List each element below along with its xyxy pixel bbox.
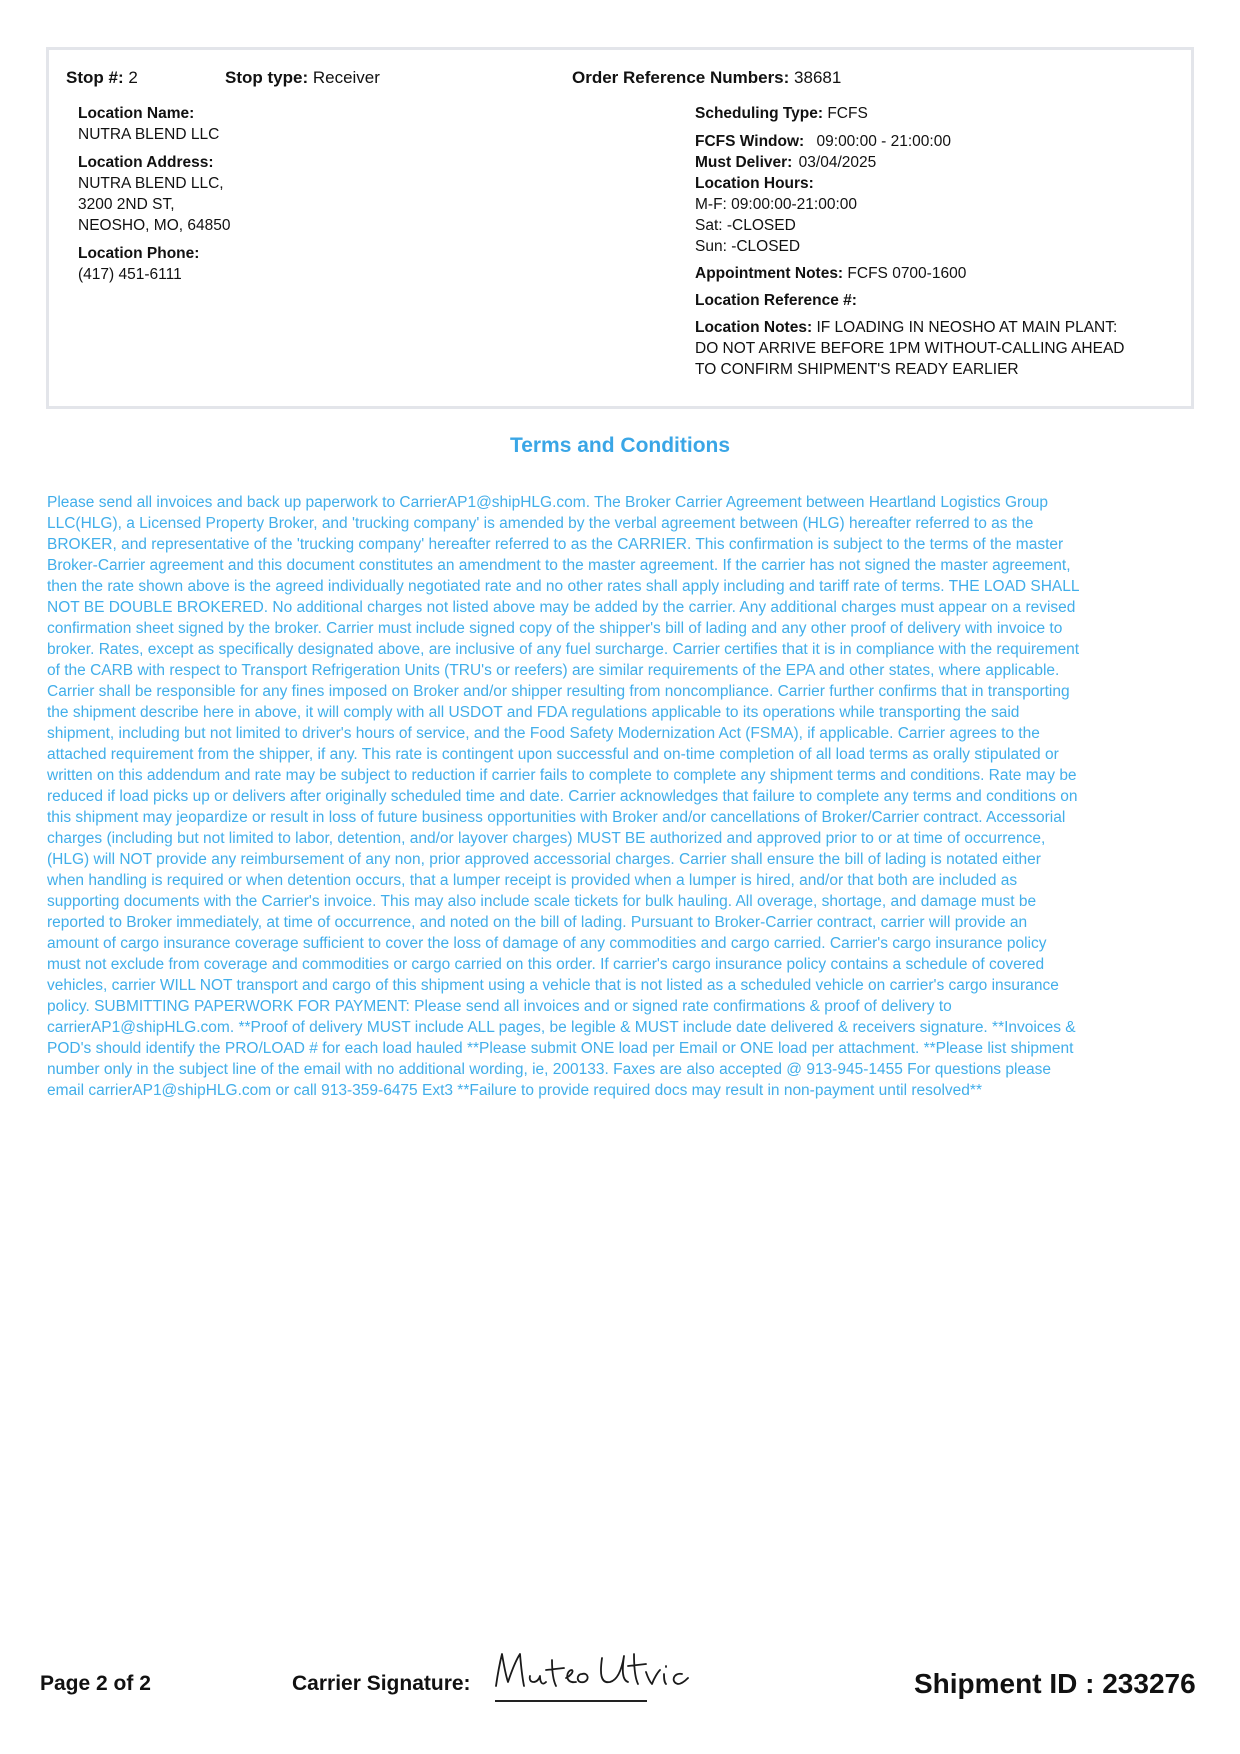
terms-line: vehicles, carrier WILL NOT transport and cargo of this shipment using a vehicle that is not listed as a scheduled vehicle on carrier's cargo insurance (47, 977, 1059, 994)
terms-line: Carrier shall be responsible for any fines imposed on Broker and/or shipper resulting from noncompliance. Carrier further confirms that in transporting (47, 683, 1070, 700)
terms-line: must not exclude from coverage and commodities or cargo carried on this order. If carrier's cargo insurance policy contains a schedule of covered (47, 956, 1045, 973)
location-name: NUTRA BLEND LLC (78, 126, 220, 143)
location-hours-line: Sat: -CLOSED (695, 217, 796, 234)
terms-line: when handling is required or when detention occurs, that a lumper receipt is provided when a lumper is hired, and/or that both are included as (47, 872, 1018, 889)
terms-line: email carrierAP1@shipHLG.com or call 913-359-6475 Ext3 **Failure to provide required docs may result in non-payment until resolved** (47, 1082, 982, 1099)
fcfs-window-label: FCFS Window: (695, 133, 805, 150)
page-indicator: Page 2 of 2 (40, 1672, 151, 1695)
scheduling-type-label: Scheduling Type: (695, 105, 824, 122)
location-address-label: Location Address: (78, 154, 214, 171)
terms-line: reduced if load picks up or delivers after originally scheduled time and date. Carrier acknowledges that failure to complete any terms and conditions on (47, 788, 1078, 805)
terms-line: written on this addendum and rate may be subject to reduction if carrier fails to complete to complete any shipment terms and conditions. Rate may be (47, 767, 1077, 784)
terms-line: Broker-Carrier agreement and this document constitutes an amendment to the master agreement. If the carrier has not signed the master agreement, (47, 557, 1071, 574)
stop-type-label: Stop type: (225, 68, 309, 87)
must-deliver (695, 152, 876, 173)
terms-line: BROKER, and representative of the 'trucking company' hereafter referred to as the CARRIER. This confirmation is subject to the terms of the master (47, 536, 1064, 553)
terms-line: attached requirement from the shipper, if any. This rate is contingent upon successful and on-time completion of all load terms as orally stipulated or (47, 746, 1059, 763)
location-phone: (417) 451-6111 (78, 266, 182, 283)
terms-line: then the rate shown above is the agreed individually negotiated rate and no other rates shall apply including and tariff rate of terms. THE LOAD SHALL (47, 578, 1080, 595)
appointment-notes (695, 263, 966, 284)
terms-line: policy. SUBMITTING PAPERWORK FOR PAYMENT: Please send all invoices and or signed rate confirmations & proof of delivery to (47, 998, 952, 1015)
terms-line: reported to Broker immediately, at time of occurrence, and noted on the bill of lading. Pursuant to Broker-Carrier contract, carrier will provide an (47, 914, 1028, 931)
appointment-notes-label: Appointment Notes: (695, 265, 844, 282)
terms-line: of the CARB with respect to Transport Refrigeration Units (TRU's or reefers) are similar requirements of the EPA and other states, where applicable. (47, 662, 1060, 679)
order-reference-value: 38681 (794, 68, 842, 87)
shipment-id-label: Shipment ID : (914, 1668, 1095, 1699)
location-notes-line: IF LOADING IN NEOSHO AT MAIN PLANT: (816, 319, 1118, 336)
location-reference-label: Location Reference #: (695, 292, 857, 309)
location-notes-line: DO NOT ARRIVE BEFORE 1PM WITHOUT-CALLING AHEAD (695, 340, 1125, 357)
terms-line: Please send all invoices and back up paperwork to CarrierAP1@shipHLG.com. The Broker Carrier Agreement between Heartland Logistics Group (47, 494, 1049, 511)
location-notes (695, 317, 1117, 338)
location-phone-label: Location Phone: (78, 245, 200, 262)
location-address-line: 3200 2ND ST, (78, 196, 175, 213)
location-hours-line: Sun: -CLOSED (695, 238, 801, 255)
order-reference (572, 68, 841, 88)
terms-line: confirmation sheet signed by the broker. Carrier must include signed copy of the shipper's bill of lading and any other proof of delivery with invoice to (47, 620, 1063, 637)
terms-title: Terms and Conditions (509, 434, 731, 457)
location-notes-label: Location Notes: (695, 319, 813, 336)
stop-number-value: 2 (128, 68, 138, 87)
must-deliver-value: 03/04/2025 (798, 154, 877, 171)
stop-type-value: Receiver (312, 68, 380, 87)
location-hours-label: Location Hours: (695, 175, 814, 192)
appointment-notes-value: FCFS 0700-1600 (847, 265, 967, 282)
shipment-id (914, 1668, 1196, 1700)
terms-line: amount of cargo insurance coverage sufficient to cover the loss of damage of any commodities and cargo carried. Carrier's cargo insurance policy (47, 935, 1047, 952)
terms-line: shipment, including but not limited to driver's hours of service, and the Food Safety Modernization Act (FSMA), if applicable. Carrier agrees to the (47, 725, 1040, 742)
terms-line: the shipment describe here in above, it will comply with all USDOT and FDA regulations applicable to its operations while transporting the said (47, 704, 1020, 721)
stop-number-label: Stop #: (66, 68, 124, 87)
order-reference-label: Order Reference Numbers: (572, 68, 790, 87)
scheduling-type (695, 103, 868, 124)
terms-line: number only in the subject line of the email with no additional wording, ie, 200133. Faxes are also accepted @ 913-945-1455 For questions please (47, 1061, 1052, 1078)
carrier-signature (490, 1642, 690, 1702)
fcfs-window (695, 131, 951, 152)
stop-type (225, 68, 380, 88)
terms-line: POD's should identify the PRO/LOAD # for each load hauled **Please submit ONE load per Email or ONE load per attachment. **Please list shipment (47, 1040, 1074, 1057)
must-deliver-label: Must Deliver: (695, 154, 793, 171)
location-name-label: Location Name: (78, 105, 195, 122)
terms-line: this shipment may jeopardize or result in loss of future business opportunities with Broker and/or cancellations of Broker/Carrier contract. Accessorial (47, 809, 1066, 826)
terms-line: broker. Rates, except as specifically designated above, are inclusive of any fuel surcharge. Carrier certifies that it is in compliance with the requirement (47, 641, 1080, 658)
terms-line: (HLG) will NOT provide any reimbursement of any non, prior approved accessorial charges. Carrier shall ensure the bill of lading is notated either (47, 851, 1041, 868)
location-address-line: NEOSHO, MO, 64850 (78, 217, 231, 234)
scheduling-type-value: FCFS (827, 105, 868, 122)
location-notes-line: TO CONFIRM SHIPMENT'S READY EARLIER (695, 361, 1019, 378)
terms-line: LLC(HLG), a Licensed Property Broker, and 'trucking company' is amended by the verbal agreement between (HLG) hereafter referred to as the (47, 515, 1034, 532)
terms-line: carrierAP1@shipHLG.com. **Proof of delivery MUST include ALL pages, be legible & MUST include date delivered & receivers signature. **Invoices & (47, 1019, 1076, 1036)
location-address-line: NUTRA BLEND LLC, (78, 175, 224, 192)
terms-line: NOT BE DOUBLE BROKERED. No additional charges not listed above may be added by the carrier. Any additional charges must appear on a revised (47, 599, 1076, 616)
location-hours-line: M-F: 09:00:00-21:00:00 (695, 196, 857, 213)
fcfs-window-value: 09:00:00 - 21:00:00 (816, 133, 951, 150)
terms-line: supporting documents with the Carrier's invoice. This may also include scale tickets for bulk hauling. All overage, shortage, and damage must be (47, 893, 1037, 910)
terms-line: charges (including but not limited to labor, detention, and/or layover charges) MUST BE authorized and approved prior to or at time of occurrence, (47, 830, 1046, 847)
stop-number (66, 68, 138, 88)
carrier-signature-label: Carrier Signature: (292, 1672, 471, 1695)
terms-body (47, 492, 1197, 1101)
shipment-id-value: 233276 (1102, 1668, 1196, 1699)
